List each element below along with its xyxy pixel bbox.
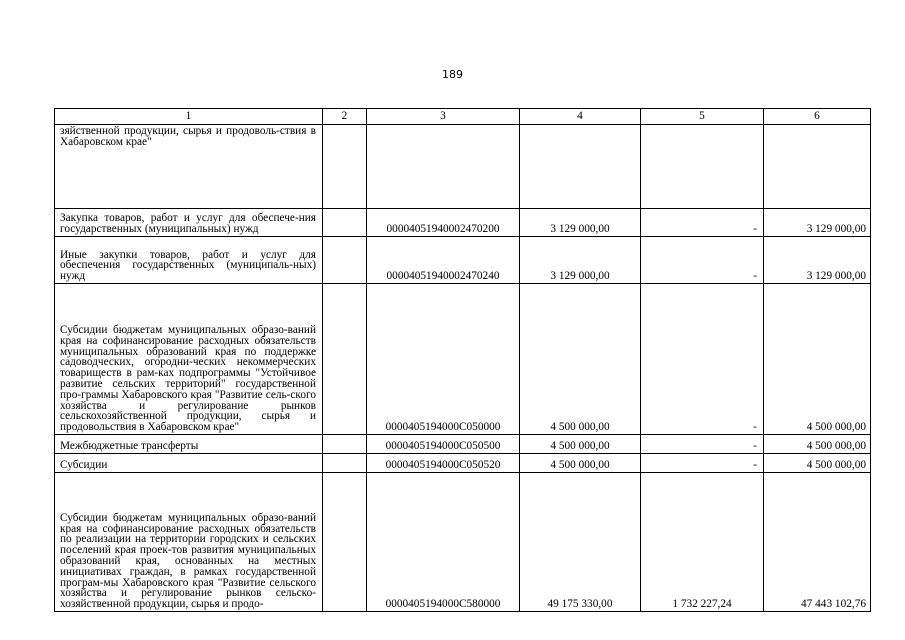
row-description: Закупка товаров, работ и услуг для обеспече-ния государственных (муниципальных) нужд <box>55 209 323 237</box>
row-col5: - <box>641 454 764 473</box>
row-col2 <box>323 473 367 612</box>
table-row <box>55 209 871 237</box>
row-col6 <box>764 125 871 209</box>
page-number: 189 <box>442 68 463 81</box>
budget-table <box>54 108 871 612</box>
row-description: зяйственной продукции, сырья и продоволь-ствия в Хабаровском крае" <box>55 125 323 209</box>
row-col2 <box>323 209 367 237</box>
column-header: 3 <box>367 109 520 125</box>
row-description: Иные закупки товаров, работ и услуг для обеспечения государственных (муниципаль-ных) нужд <box>55 237 323 284</box>
row-col2 <box>323 284 367 435</box>
row-col6: 4 500 000,00 <box>764 435 871 454</box>
column-header: 4 <box>520 109 641 125</box>
row-code: 00004051940002470200 <box>367 209 520 237</box>
column-header: 1 <box>55 109 323 125</box>
row-description: Субсидии <box>55 454 323 473</box>
column-header: 5 <box>641 109 764 125</box>
table-row <box>55 473 871 612</box>
row-col4: 4 500 000,00 <box>520 284 641 435</box>
column-header: 2 <box>323 109 367 125</box>
row-col2 <box>323 125 367 209</box>
row-col5: - <box>641 284 764 435</box>
row-col4: 49 175 330,00 <box>520 473 641 612</box>
row-col6: 3 129 000,00 <box>764 209 871 237</box>
row-col4: 4 500 000,00 <box>520 454 641 473</box>
row-col4: 4 500 000,00 <box>520 435 641 454</box>
row-col4: 3 129 000,00 <box>520 237 641 284</box>
row-code: 0000405194000C050000 <box>367 284 520 435</box>
table-header-row <box>55 109 871 125</box>
row-col6: 4 500 000,00 <box>764 284 871 435</box>
table-row <box>55 284 871 435</box>
table-row <box>55 125 871 209</box>
row-col5: - <box>641 435 764 454</box>
table-row <box>55 454 871 473</box>
row-col4 <box>520 125 641 209</box>
row-col5: - <box>641 209 764 237</box>
row-col2 <box>323 435 367 454</box>
row-col2 <box>323 237 367 284</box>
row-col6: 47 443 102,76 <box>764 473 871 612</box>
row-code: 0000405194000C050500 <box>367 435 520 454</box>
row-code: 00004051940002470240 <box>367 237 520 284</box>
row-col5: - <box>641 237 764 284</box>
row-col6: 3 129 000,00 <box>764 237 871 284</box>
row-col5: 1 732 227,24 <box>641 473 764 612</box>
row-col6: 4 500 000,00 <box>764 454 871 473</box>
row-code: 0000405194000C580000 <box>367 473 520 612</box>
row-description: Субсидии бюджетам муниципальных образо-ваний края на софинансирование расходных обязательств муниципальных образований края по поддержке садоводческих, огородни-ческих некоммерческих товариществ в рам-ках подпрограммы "Устойчивое развитие сельских территорий" государственной про-граммы Хабаровского края "Развитие сель-ского хозяйства и регулирование рынков сельскохозяйственной продукции, сырья и продовольствия в Хабаровском крае" <box>55 284 323 435</box>
table-row <box>55 237 871 284</box>
table-row <box>55 435 871 454</box>
row-description: Межбюджетные трансферты <box>55 435 323 454</box>
row-code <box>367 125 520 209</box>
row-description: Субсидии бюджетам муниципальных образо-ваний края на софинансирование расходных обязательств по реализации на территории городских и сельских поселений края проек-тов развития муниципальных образований края, основанных на местных инициативах граждан, в рамках государственной програм-мы Хабаровского края "Развитие сельского хозяйства и регулирование рынков сельско-хозяйственной продукции, сырья и продо- <box>55 473 323 612</box>
row-code: 0000405194000C050520 <box>367 454 520 473</box>
row-col5 <box>641 125 764 209</box>
column-header: 6 <box>764 109 871 125</box>
row-col4: 3 129 000,00 <box>520 209 641 237</box>
row-col2 <box>323 454 367 473</box>
